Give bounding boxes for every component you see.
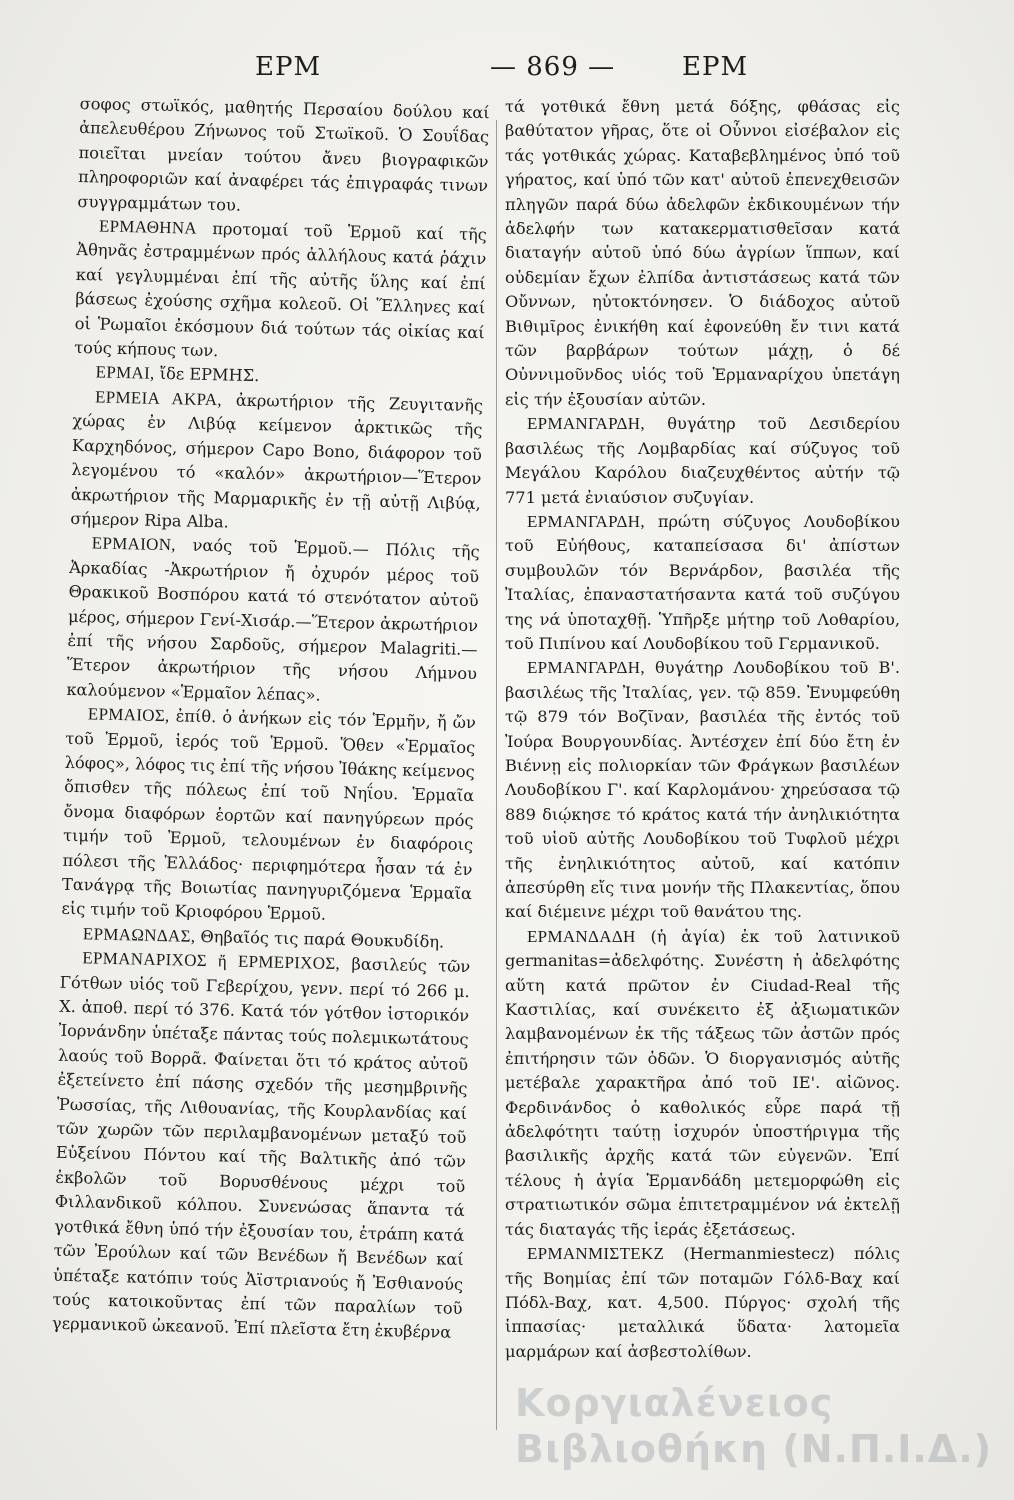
- entry-headword: ΕΡΜΑΙΟΣ,: [87, 704, 170, 726]
- header-left-guideword: ΕΡΜ: [255, 52, 322, 82]
- entry-headword: ΕΡΜΑΩΝΔΑΣ,: [82, 924, 196, 946]
- entry-headword: ΕΡΜΑΘΗΝΑ: [98, 216, 198, 238]
- entry-headword: ΕΡΜΕΙΑ ΑΚΡΑ,: [94, 387, 223, 410]
- entry-headword: ΕΡΜΑΝΓΑΡΔΗ,: [527, 414, 645, 434]
- entry-text: ἐπίθ. ὁ ἀνήκων εἰς τόν Ἑρμῆν, ἤ ὤν τοῦ Ἑρμοῦ, ἱερός τοῦ Ἑρμοῦ. Ὅθεν «Ἑρμαῖος λόφος», λόφος τις ἐπί τῆς νήσου Ἰθάκης κείμενος ὄπισθεν τῆς πόλεως ἐπί τοῦ Νηΐου. Ἑρμαῖα ὄνομα διαφόρων ἑορτῶν καί πανηγύρεων πρός τιμήν τοῦ Ἑρμοῦ, τελουμένων ἐν διαφόροις πόλεσι τῆς Ἑλλάδος· περιφημότερα ἦσαν τά ἐν Τανάγρᾳ τῆς Βοιωτίας πανηγυριζόμενα Ἑρμαῖα εἰς τιμήν τοῦ Κριοφόρου Ἑρμοῦ.: [61, 706, 477, 925]
- entry-headword: ΕΡΜΑΝΜΙΣΤΕΚΖ: [527, 1244, 665, 1264]
- dictionary-entry: [52, 946, 471, 1346]
- library-watermark: Κοργιαλένειος Βιβλιοθήκη (Ν.Π.Ι.Δ.): [515, 1381, 992, 1471]
- entry-text: ναός τοῦ Ἑρμοῦ.— Πόλις τῆς Ἀρκαδίας -Ἀκρωτήριον ἤ ὀχυρόν μέρος τοῦ Θρακικοῦ Βοσπόρου κατά τό στενότατον αὐτοῦ μέρος, σήμερον Γενί-Χισάρ.—Ἕτερον ἀκρωτήριον ἐπί τῆς νήσου Σαρδοῦς, σήμερον Malagriti.—Ἕτερον ἀκρωτήριον τῆς νήσου Λήμνου καλούμενον «Ἑρμαῖον λέπας».: [66, 535, 480, 705]
- dictionary-entry: [77, 92, 490, 223]
- entry-headword: ΕΡΜΑΙΟΝ,: [91, 533, 177, 555]
- page-header: [70, 52, 950, 92]
- entry-headword: ΕΡΜΑΝΑΡΙΧΟΣ ἤ ΕΡΜΕΡΙΧΟΣ,: [82, 948, 341, 974]
- dictionary-entry: [505, 1242, 900, 1364]
- entry-headword: ΕΡΜΑΝΓΑΡΔΗ,: [527, 511, 645, 531]
- entry-text: προτομαί τοῦ Ἑρμοῦ καί τῆς Ἀθηνᾶς ἐστραμμένων πρός ἀλλήλους κατά ῥάχιν καί γεγλυμμέναι ἐπί τῆς αὐτῆς ὕλης καί ἐπί βάσεως ἐχούσης σχῆμα κολεοῦ. Οἱ Ἕλληνες καί οἱ Ῥωμαῖοι ἐκόσμουν διά τούτων τάς οἰκίας καί τούς κήπους των.: [73, 218, 488, 361]
- entry-headword: ΕΡΜΑΝΓΑΡΔΗ,: [527, 658, 645, 678]
- right-column: [505, 95, 900, 1364]
- entry-text: βασιλεύς τῶν Γότθων υἱός τοῦ Γεβερίχου, γενν. περί τό 266 μ. Χ. ἀποθ. περί τό 376. Κατά τόν γότθον ἱστορικόν Ἰορνάνδην ὑπέταξε πάντας τούς πολεμικωτάτους λαούς τοῦ Βορρᾶ. Φαίνεται ὅτι τό κράτος αὐτοῦ ἐξετείνετο ἐπί πάσης σχεδόν τῆς μεσημβρινῆς Ῥωσσίας, τῆς Λιθουανίας, τῆς Κουρλανδίας καί τῶν χωρῶν τῶν περιλαμβανομένων μεταξύ τοῦ Εὐξείνου Πόντου καί τῆς Βαλτικῆς ἀπό τῶν ἐκβολῶν τοῦ Βορυσθένους μέχρι τοῦ Φιλλανδικοῦ κόλπου. Συνενώσας ἅπαντα τά γοτθικά ἔθνη ὑπό τήν ἐξουσίαν του, ἐτράπη κατά τῶν Ἐρούλων καί τῶν Βενέδων ἤ Βενέδων καί ὑπέταξε κατόπιν τούς Ἀϊστριανούς ἤ Ἐσθιανούς τούς κατοικοῦντας ἐπί τῶν παραλίων τοῦ γερμανικοῦ ὠκεανοῦ. Ἐπί πλεῖστα ἔτη ἐκυβέρνα: [51, 954, 471, 1343]
- entry-text: σοφος στωϊκός, μαθητής Περσαίου δούλου καί ἀπελευθέρου Ζήνωνος τοῦ Στωϊκοῦ. Ὁ Σουΐδας ποιεῖται μνείαν τούτου ἄνευ βιογραφικῶν πληροφοριῶν καί ἀναφέρει τάς ἐπιγραφάς τινων συγγραμμάτων του.: [77, 93, 490, 215]
- column-divider: [496, 120, 497, 1430]
- dictionary-entry: [70, 385, 483, 541]
- dictionary-entry: [66, 531, 480, 711]
- entry-text: (ἡ ἁγία) ἐκ τοῦ λατινικοῦ germanitas=ἀδελφότης. Συνέστη ἡ ἀδελφότης αὕτη κατά πρῶτον ἐν Ciudad-Real τῆς Καστιλίας, καί συνέκειτο ἐξ ἀξιωματικῶν λαμβανομένων ἐκ τῆς τάξεως τῶν ἀστῶν πρός ἐπιτήρησιν τῶν ὁδῶν. Ὁ διοργανισμός αὐτῆς μετέβαλε χαρακτῆρα ἀπό τοῦ ΙΕ'. αἰῶνος. Φερδινάνδος ὁ καθολικός εὗρε παρά τῇ ἀδελφότητι ταύτῃ ἰσχυρόν ὑποστήριγμα τῆς βασιλικῆς ἀρχῆς κατά τῶν εὐγενῶν. Ἐπί τέλους ἡ ἁγία Ἑρμανδάδη μετεμορφώθη εἰς στρατιωτικόν σῶμα ἐπιτετραμμένον νά ἐκτελῇ τάς διαταγάς τῆς ἱεράς ἐξετάσεως.: [505, 926, 900, 1239]
- entry-headword: ΕΡΜΑΝΔΑΔΗ: [527, 926, 636, 946]
- dictionary-entry: [505, 412, 900, 510]
- dictionary-entry: [74, 214, 487, 370]
- entry-text: πρώτη σύζυγος Λουδοβίκου τοῦ Εὐήθους, καταπείσασα δι' ἀπίστων συμβουλῶν τόν Βερνάρδον, βασιλέα τῆς Ἰταλίας, ἐπαναστατήσαντα κατά τοῦ συζύγου της νά ὑποταχθῇ. Ὑπῆρξε μήτηρ τοῦ Λοθαρίου, τοῦ Πιπίνου καί Λουδοβίκου τοῦ Γερμανικοῦ.: [505, 511, 900, 653]
- entry-text: (Hermanmiestecz) πόλις τῆς Βοημίας ἐπί τῶν ποταμῶν Γόλδ-Βαχ καί Πόδλ-Βαχ, κατ. 4,500. Πύργος· σχολή τῆς ἱππασίας· μεταλλικά ὕδατα· λατομεῖα μαρμάρων καί ἀσβεστολίθων.: [505, 1244, 900, 1361]
- header-right-guideword: ΕΡΜ: [682, 52, 749, 82]
- entry-text: τά γοτθικά ἔθνη μετά δόξης, φθάσας εἰς βαθύτατον γῆρας, ὅτε οἱ Οὖννοι εἰσέβαλον εἰς τάς γοτθικάς χώρας. Καταβεβλημένος ὑπό τοῦ γήρατος, καί ὑπό τῶν κατ' αὐτοῦ ἐπενεχθεισῶν πληγῶν παρά δύω ἀδελφῶν ἐκδικουμένων τήν ἀδελφήν των κατακερματισθεῖσαν κατά διαταγήν αὐτοῦ ὑπό δύω ἀγρίων ἵππων, καί οὐδεμίαν ἔχων ἐλπίδα ἀντιστάσεως κατά τῶν Οὔννων, ηὐτοκτόνησεν. Ὁ διάδοχος αὐτοῦ Βιθιμῖρος ἐνικήθη καί ἐφονεύθη ἔν τινι κατά τῶν βαρβάρων τούτων μάχῃ, ὁ δέ Οὐννιμοῦνδος υἱός τοῦ Ἑρμαναρίχου ὑπετάγη εἰς τήν ἐξουσίαν αὐτῶν.: [505, 97, 900, 409]
- dictionary-entry: [505, 95, 900, 412]
- page-number: — 869 —: [490, 52, 616, 82]
- entry-headword: ΕΡΜΑΙ,: [95, 362, 155, 384]
- dictionary-entry: [505, 656, 900, 924]
- entry-text: ἀκρωτήριον τῆς Ζευγιτανῆς χώρας ἐν Λιβύᾳ κείμενον ἀρκτικῶς τῆς Καρχηδόνος, σήμερον Capo Bono, διάφορον τοῦ λεγομένου τό «καλόν» ἀκρωτήριον—Ἕτερον ἀκρωτήριον τῆς Μαρμαρικῆς ἐν τῇ αὐτῇ Λιβύᾳ, σήμερον Ripa Alba.: [70, 390, 484, 532]
- dictionary-entry: [505, 510, 900, 656]
- entry-text: Θηβαῖός τις παρά Θουκυδίδη.: [195, 926, 445, 952]
- entry-text: θυγάτηρ Λουδοβίκου τοῦ Β'. βασιλέως τῆς Ἰταλίας, γεν. τῷ 859. Ἐνυμφεύθη τῷ 879 τόν Βοζῖναν, βασιλέα τῆς ἐντός τοῦ Ἰούρα Βουργουνδίας. Ἀντέσχεν ἐπί δύο ἔτη ἐν Βιέννῃ εἰς πολιορκίαν τῶν Φράγκων βασιλέων Λουδοβίκου Γ'. καί Καρλομάνου· χηρεύσασα τῷ 889 διῴκησε τό κράτος κατά τήν ἀνηλικιότητα τοῦ υἱοῦ αὐτῆς Λουδοβίκου τοῦ Τυφλοῦ μέχρι τῆς ἐνηλικιότητος αὐτοῦ, καί κατόπιν ἀπεσύρθη εἴς τινα μονήν τῆς Πλακεντίας, ὅπου καί διέμεινε μέχρι τοῦ θανάτου της.: [505, 658, 900, 922]
- dictionary-entry: [505, 925, 900, 1242]
- left-column: [52, 92, 490, 1346]
- entry-text: ἴδε ΕΡΜΗΣ.: [154, 364, 260, 386]
- entry-text: θυγάτηρ τοῦ Δεσιδερίου βασιλέως τῆς Λομβαρδίας καί σύζυγος τοῦ Μεγάλου Καρόλου διαζευχθέντος αὐτήν τῷ 771 μετά ἐνιαύσιον συζυγίαν.: [505, 414, 900, 507]
- dictionary-entry: [61, 702, 476, 931]
